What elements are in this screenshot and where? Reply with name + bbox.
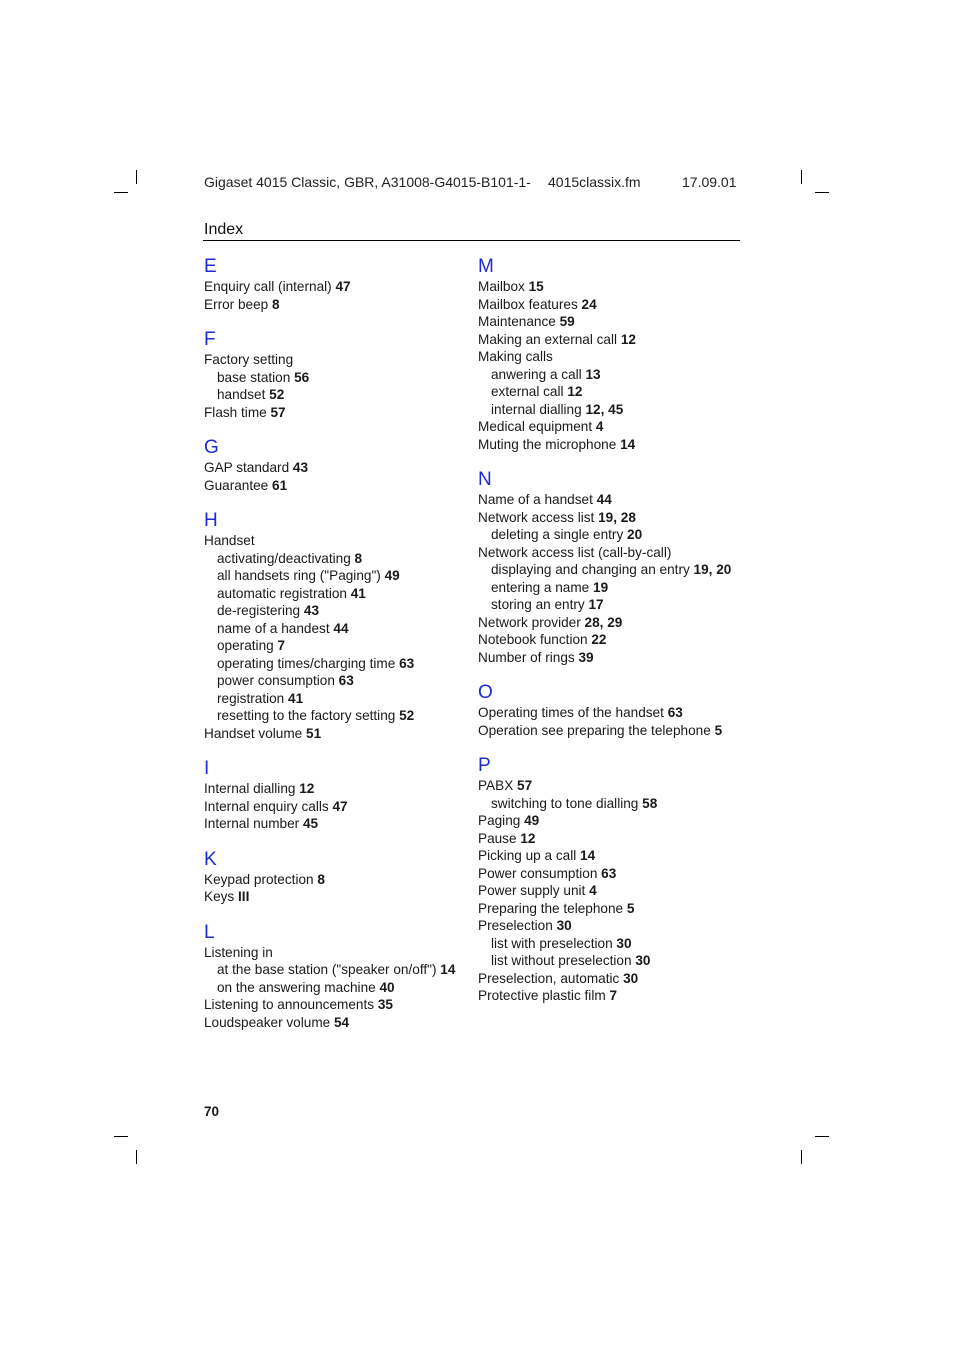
index-subentry — [478, 952, 748, 970]
entry-text: Making an external call — [478, 331, 618, 347]
index-entry — [204, 888, 474, 906]
entry-text: power consumption — [217, 673, 335, 688]
entry-text: anwering a call — [491, 366, 582, 382]
index-subentry — [478, 579, 748, 597]
page-number: 70 — [204, 1104, 220, 1119]
entry-page-ref: 44 — [596, 492, 612, 507]
index-entry — [204, 815, 474, 833]
entry-text: Maintenance — [478, 314, 556, 329]
entry-page-ref: 14 — [580, 848, 596, 863]
entry-text: Preparing the telephone — [478, 900, 624, 916]
entry-page-ref: 45 — [303, 816, 319, 831]
crop-mark — [136, 170, 137, 184]
index-subentry — [478, 596, 748, 614]
entry-page-ref: 4 — [595, 419, 604, 434]
index-entry — [478, 278, 748, 296]
index-subentry — [204, 585, 474, 603]
entry-page-ref: 30 — [623, 970, 639, 986]
header-date: 17.09.01 — [682, 174, 737, 190]
index-entry — [478, 812, 748, 830]
index-subentry — [204, 707, 474, 725]
index-entry — [478, 704, 748, 722]
entry-text: Keys — [204, 889, 235, 904]
entry-page-ref: 56 — [294, 369, 310, 385]
entry-page-ref: 12 — [520, 830, 536, 846]
entry-page-ref: 5 — [626, 900, 635, 916]
entry-text: GAP standard — [204, 460, 290, 475]
entry-text: Name of a handset — [478, 492, 593, 507]
entry-page-ref: 47 — [335, 279, 351, 294]
index-entry — [478, 509, 748, 527]
index-entry — [204, 404, 474, 422]
entry-text: switching to tone dialling — [491, 795, 639, 811]
index-entry — [204, 944, 474, 962]
entry-text: displaying and changing an entry — [491, 562, 690, 577]
entry-text: Flash time — [204, 404, 267, 420]
index-entry — [478, 348, 748, 366]
index-subentry — [478, 935, 748, 953]
index-entry — [478, 296, 748, 314]
crop-mark — [815, 1136, 829, 1137]
entry-page-ref: 44 — [333, 620, 349, 636]
entry-text: PABX — [478, 778, 514, 793]
index-letter: I — [204, 758, 210, 779]
entry-page-ref: 12, 45 — [585, 401, 624, 417]
crop-mark — [114, 1136, 128, 1137]
entry-page-ref: 7 — [277, 638, 286, 653]
entry-text: Power supply unit — [478, 883, 586, 898]
index-subentry — [204, 550, 474, 568]
crop-mark — [114, 192, 128, 193]
entry-text: storing an entry — [491, 597, 585, 612]
entry-page-ref: 22 — [591, 632, 607, 647]
entry-page-ref: 13 — [585, 366, 601, 382]
entry-text: Internal enquiry calls — [204, 798, 329, 814]
index-entry — [478, 313, 748, 331]
header-file: 4015classix.fm — [548, 174, 641, 190]
index-entry — [478, 970, 748, 988]
header-product: Gigaset 4015 Classic, GBR, A31008-G4015-B101-1- — [204, 174, 531, 190]
entry-text: Enquiry call (internal) — [204, 279, 332, 294]
entry-text: activating/deactivating — [217, 550, 351, 566]
index-entry — [204, 459, 474, 477]
entry-text: external call — [491, 384, 564, 399]
entry-page-ref: 51 — [306, 725, 322, 741]
entry-text: handset — [217, 387, 266, 402]
entry-text: Preselection — [478, 918, 553, 933]
entry-text: base station — [217, 369, 291, 385]
index-subentry — [204, 655, 474, 673]
index-subentry — [478, 561, 748, 579]
entry-page-ref: 14 — [440, 962, 456, 977]
entry-text: Notebook function — [478, 632, 588, 647]
entry-text: Internal dialling — [204, 781, 296, 796]
entry-page-ref: 20 — [627, 527, 643, 542]
index-entry — [204, 780, 474, 798]
index-letter: K — [204, 848, 217, 870]
entry-page-ref: 30 — [635, 953, 651, 968]
entry-page-ref: 52 — [399, 708, 415, 723]
entry-text: Handset volume — [204, 725, 303, 741]
index-letter: N — [478, 469, 492, 490]
entry-page-ref: 19 — [593, 579, 609, 595]
entry-page-ref: 43 — [292, 460, 309, 475]
index-entry — [478, 847, 748, 865]
entry-text: Pause — [478, 830, 517, 846]
index-subentry — [478, 401, 748, 419]
index-entry — [204, 296, 474, 314]
entry-page-ref: 8 — [317, 871, 325, 887]
index-entry — [204, 871, 474, 889]
entry-text: Handset — [204, 533, 255, 548]
entry-text: Operating times of the handset — [478, 705, 664, 720]
index-subentry — [204, 979, 474, 997]
index-entry — [478, 830, 748, 848]
index-letter: M — [478, 256, 494, 277]
entry-text: Network access list (call-by-call) — [478, 544, 672, 560]
entry-text: Medical equipment — [478, 419, 593, 434]
entry-page-ref: 40 — [379, 979, 395, 995]
entry-page-ref: III — [238, 889, 250, 904]
index-subentry — [204, 369, 474, 387]
index-subentry — [478, 383, 748, 401]
entry-text: Listening to announcements — [204, 997, 375, 1012]
entry-text: automatic registration — [217, 585, 347, 601]
entry-page-ref: 39 — [578, 649, 594, 665]
index-entry — [478, 436, 748, 454]
entry-text: list without preselection — [491, 953, 632, 968]
entry-text: Keypad protection — [204, 871, 314, 887]
index-entry — [204, 278, 474, 296]
entry-text: deleting a single entry — [491, 527, 624, 542]
entry-text: Factory setting — [204, 352, 294, 367]
crop-mark — [136, 1150, 137, 1164]
index-column-right — [478, 256, 748, 1005]
entry-text: Listening in — [204, 944, 273, 960]
entry-page-ref: 57 — [270, 404, 286, 420]
index-letter: E — [204, 256, 217, 277]
entry-page-ref: 19, 28 — [598, 509, 636, 525]
index-subentry — [204, 602, 474, 620]
entry-text: Mailbox features — [478, 296, 578, 312]
entry-text: Network access list — [478, 509, 595, 525]
entry-page-ref: 63 — [601, 865, 617, 881]
entry-page-ref: 12 — [567, 384, 583, 399]
entry-text: registration — [217, 690, 285, 706]
index-letter: G — [204, 437, 219, 458]
entry-page-ref: 47 — [332, 798, 348, 814]
index-subentry — [204, 690, 474, 708]
entry-page-ref: 4 — [589, 883, 597, 898]
title-rule — [203, 240, 740, 241]
entry-page-ref: 63 — [338, 673, 354, 688]
index-subentry — [204, 637, 474, 655]
entry-page-ref: 59 — [559, 314, 575, 329]
entry-text: Operation see preparing the telephone — [478, 722, 711, 738]
entry-text: Internal number — [204, 816, 300, 831]
entry-page-ref: 61 — [272, 477, 288, 493]
entry-text: Error beep — [204, 296, 269, 312]
index-subentry — [478, 526, 748, 544]
entry-page-ref: 8 — [272, 296, 280, 312]
entry-page-ref: 41 — [350, 585, 366, 601]
entry-page-ref: 30 — [556, 918, 572, 933]
entry-text: Mailbox — [478, 279, 525, 294]
entry-page-ref: 8 — [354, 550, 363, 566]
entry-text: Number of rings — [478, 649, 575, 665]
entry-page-ref: 63 — [399, 655, 415, 671]
index-entry — [478, 777, 748, 795]
index-entry — [478, 631, 748, 649]
entry-page-ref: 5 — [714, 722, 723, 738]
entry-page-ref: 63 — [667, 705, 683, 720]
index-entry — [478, 491, 748, 509]
index-column-left — [204, 256, 474, 1031]
index-subentry — [204, 620, 474, 638]
entry-page-ref: 24 — [581, 296, 597, 312]
index-entry — [478, 614, 748, 632]
index-subentry — [478, 366, 748, 384]
entry-text: de-registering — [217, 603, 301, 618]
entry-text: entering a name — [491, 579, 590, 595]
entry-text: Network provider — [478, 614, 581, 630]
index-entry — [478, 418, 748, 436]
entry-text: name of a handest — [217, 620, 330, 636]
entry-text: Picking up a call — [478, 848, 577, 863]
entry-text: on the answering machine — [217, 979, 376, 995]
index-letter: L — [204, 921, 215, 943]
entry-page-ref: 30 — [616, 935, 632, 951]
index-entry — [204, 996, 474, 1014]
entry-page-ref: 12 — [299, 781, 315, 796]
entry-page-ref: 15 — [528, 279, 544, 294]
crop-mark — [801, 1150, 802, 1164]
index-entry — [204, 477, 474, 495]
entry-page-ref: 28, 29 — [584, 614, 623, 630]
entry-text: Loudspeaker volume — [204, 1014, 331, 1030]
entry-page-ref: 17 — [588, 597, 604, 612]
index-subentry — [478, 795, 748, 813]
entry-page-ref: 43 — [303, 603, 320, 618]
entry-text: operating times/charging time — [217, 655, 396, 671]
index-entry — [478, 865, 748, 883]
entry-text: at the base station ("speaker on/off") — [217, 962, 437, 977]
index-entry — [204, 798, 474, 816]
entry-page-ref: 14 — [620, 436, 636, 452]
index-entry — [478, 331, 748, 349]
crop-mark — [815, 192, 829, 193]
entry-page-ref: 35 — [377, 997, 393, 1012]
entry-page-ref: 49 — [384, 568, 400, 583]
index-entry — [478, 882, 748, 900]
entry-page-ref: 19, 20 — [693, 562, 732, 577]
index-entry — [478, 649, 748, 667]
entry-page-ref: 7 — [609, 988, 618, 1003]
entry-text: list with preselection — [491, 935, 613, 951]
page-header — [204, 174, 744, 192]
entry-text: internal dialling — [491, 401, 582, 417]
entry-page-ref: 49 — [524, 813, 540, 828]
entry-text: Guarantee — [204, 477, 269, 493]
index-entry — [204, 1014, 474, 1032]
index-letter: O — [478, 682, 493, 703]
crop-mark — [801, 170, 802, 184]
index-letter: H — [204, 510, 218, 531]
index-entry — [478, 987, 748, 1005]
entry-text: all handsets ring ("Paging") — [217, 568, 381, 583]
entry-page-ref: 54 — [333, 1014, 350, 1030]
index-entry — [204, 532, 474, 550]
entry-text: operating — [217, 638, 274, 653]
index-entry — [478, 917, 748, 935]
index-entry — [478, 900, 748, 918]
index-subentry — [204, 567, 474, 585]
section-title: Index — [204, 221, 244, 238]
index-entry — [204, 351, 474, 369]
index-subentry — [204, 672, 474, 690]
entry-page-ref: 41 — [288, 690, 304, 706]
entry-text: Preselection, automatic — [478, 970, 620, 986]
index-subentry — [204, 386, 474, 404]
entry-text: Protective plastic film — [478, 988, 606, 1003]
entry-page-ref: 52 — [269, 387, 285, 402]
entry-page-ref: 58 — [642, 795, 658, 811]
index-entry — [478, 544, 748, 562]
index-entry — [204, 725, 474, 743]
entry-text: Power consumption — [478, 865, 598, 881]
entry-page-ref: 57 — [517, 778, 533, 793]
entry-text: Paging — [478, 813, 521, 828]
index-letter: F — [204, 329, 216, 350]
entry-page-ref: 12 — [620, 331, 636, 347]
index-letter: P — [478, 755, 491, 776]
entry-text: Making calls — [478, 349, 553, 364]
entry-text: resetting to the factory setting — [217, 708, 396, 723]
entry-text: Muting the microphone — [478, 436, 617, 452]
index-subentry — [204, 961, 474, 979]
index-entry — [478, 722, 748, 740]
